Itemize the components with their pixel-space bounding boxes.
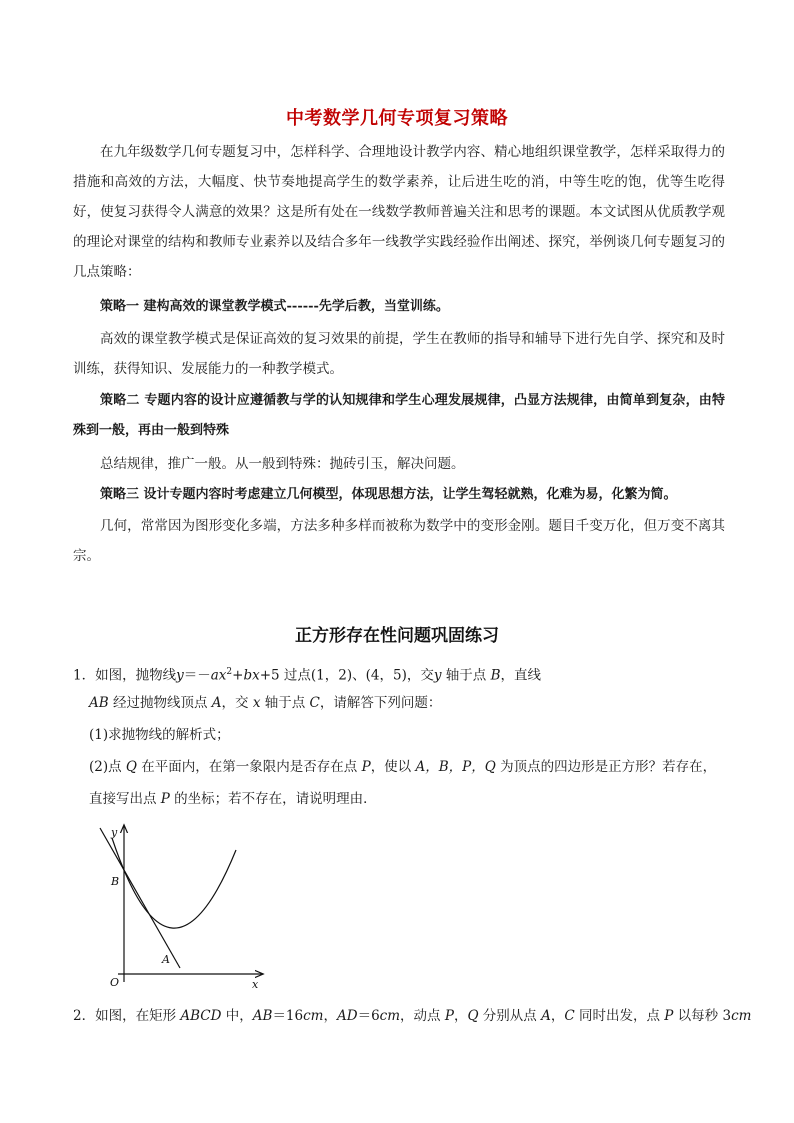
label-y: y bbox=[111, 826, 118, 839]
strategy-3-title: 策略三 设计专题内容时考虑建立几何模型，体现思想方法，让学生驾轻就熟，化难为易，化繁为简。 bbox=[100, 487, 677, 502]
question-1-sub-2-cont: 直接写出点 P 的坐标；若不存在，请说明理由． bbox=[89, 791, 377, 807]
strategy-2-body: 总结规律，推广一般。从一般到特殊：抛砖引玉，解决问题。 bbox=[100, 456, 465, 472]
strategy-3-body: 几何，常常因为图形变化多端，方法多种多样而被称为数学中的变形金刚。题目千变万化，但万变不离其宗。 bbox=[73, 518, 725, 564]
label-o: O bbox=[110, 976, 120, 989]
exercise-heading: 正方形存在性问题巩固练习 bbox=[295, 626, 499, 646]
label-x: x bbox=[252, 978, 259, 991]
label-a: A bbox=[162, 953, 170, 966]
strategy-1-body: 高效的课堂教学模式是保证高效的复习效果的前提，学生在教师的指导和辅导下进行先自学、探究和及时训练，获得知识、发展能力的一种教学模式。 bbox=[73, 331, 725, 377]
question-1-sub-2: (2)点 Q 在平面内，在第一象限内是否存在点 P，使以 A，B，P，Q 为顶点的四边形是正方形？若存在， bbox=[89, 759, 717, 775]
parabola-curve bbox=[112, 838, 236, 928]
parabola-figure bbox=[90, 822, 270, 992]
page-title: 中考数学几何专项复习策略 bbox=[286, 108, 508, 129]
strategy-1-title: 策略一 建构高效的课堂教学模式------先学后教，当堂训练。 bbox=[100, 299, 449, 314]
question-1-line-2: AB 经过抛物线顶点 A，交 x 轴于点 C，请解答下列问题： bbox=[89, 695, 442, 711]
question-1-sub-1: (1)求抛物线的解析式； bbox=[89, 727, 230, 743]
strategy-2-title: 策略二 专题内容的设计应遵循教与学的认知规律和学生心理发展规律，凸显方法规律，由简单到复杂，由特殊到一般，再由一般到特殊 bbox=[73, 393, 725, 438]
question-2-line-1: 2．如图，在矩形 ABCD 中，AB＝16cm，AD＝6cm，动点 P，Q 分别从点 A，C 同时出发，点 P 以每秒 3cm bbox=[73, 1008, 752, 1024]
label-b: B bbox=[111, 875, 120, 888]
intro-paragraph: 在九年级数学几何专题复习中，怎样科学、合理地设计教学内容、精心地组织课堂教学，怎样采取得力的措施和高效的方法，大幅度、快节奏地提高学生的数学素养，让后进生吃的消，中等生吃的饱，优等生吃得好，使复习获得令人满意的效果？这是所有处在一线数学教师普遍关注和思考的课题。本文试图从优质教学观的理论对课堂的结构和教师专业素养以及结合多年一线教学实践经验作出阐述、探究，举例谈几何专题复习的几点策略： bbox=[73, 144, 725, 280]
line-ab bbox=[100, 828, 180, 968]
question-1-line-1: 1．如图，抛物线$y=-ax^2+bx+5$ 过点(1，2)、(4，5)，交y 轴于点 B，直线 bbox=[73, 667, 541, 684]
